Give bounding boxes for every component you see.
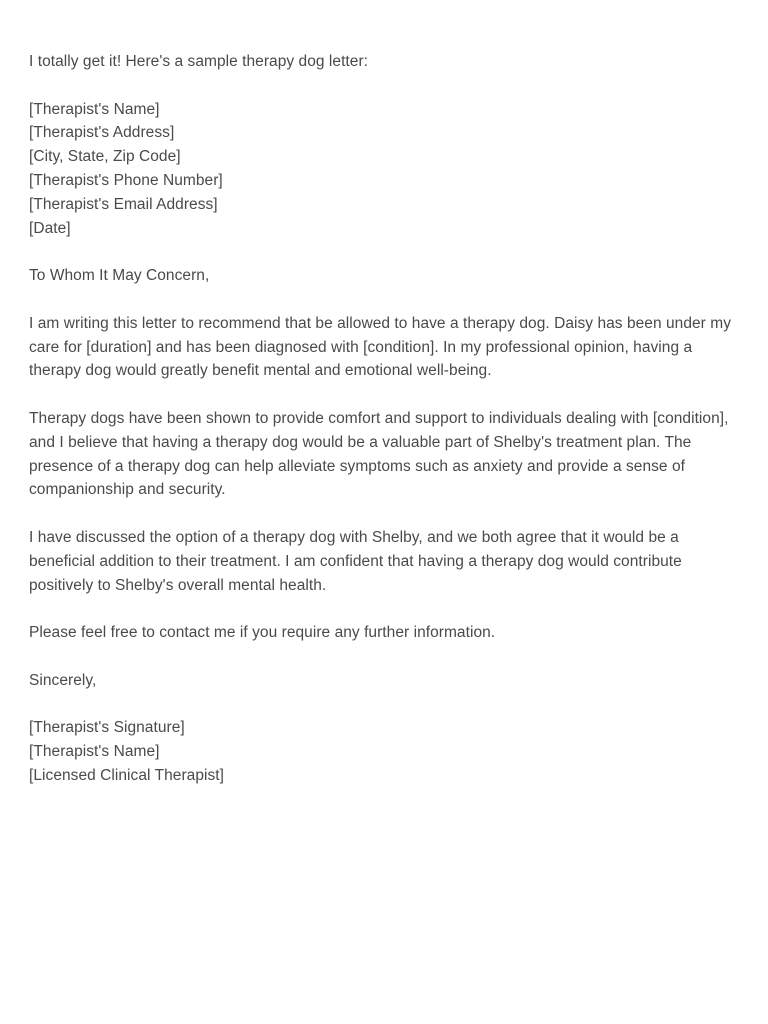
header-therapist-name: [Therapist's Name] <box>29 100 160 118</box>
letter-message <box>29 50 744 812</box>
signature-line: [Therapist's Signature] <box>29 719 185 737</box>
signature-block <box>29 716 744 787</box>
header-therapist-address: [Therapist's Address] <box>29 124 175 142</box>
header-city-state-zip: [City, State, Zip Code] <box>29 148 181 166</box>
header-email-address: [Therapist's Email Address] <box>29 195 218 213</box>
paragraph-contact: Please feel free to contact me if you require any further information. <box>29 624 496 642</box>
header-date: [Date] <box>29 219 71 237</box>
paragraph-recommendation: I am writing this letter to recommend that be allowed to have a therapy dog. Daisy has been under my care for [duration] and has been diagnosed with [condition]. In my professional opinion, having a therapy dog would greatly benefit mental and emotional well-being. <box>29 314 732 380</box>
salutation: To Whom It May Concern, <box>29 267 210 285</box>
intro-text: I totally get it! Here's a sample therapy dog letter: <box>29 53 369 70</box>
paragraph-agreement: I have discussed the option of a therapy dog with Shelby, and we both agree that it would be a beneficial addition to their treatment. I am confident that having a therapy dog would contribute positively to Shelby's overall mental health. <box>29 528 682 594</box>
letter-header <box>29 98 744 241</box>
signature-title: [Licensed Clinical Therapist] <box>29 766 225 784</box>
signature-name: [Therapist's Name] <box>29 743 160 761</box>
header-phone-number: [Therapist's Phone Number] <box>29 171 223 189</box>
paragraph-benefits: Therapy dogs have been shown to provide comfort and support to individuals dealing with [condition], and I believe that having a therapy dog would be a valuable part of Shelby's treatment plan. The presence of a therapy dog can help alleviate symptoms such as anxiety and provide a sense of companionship and security. <box>29 409 729 499</box>
closing: Sincerely, <box>29 671 97 689</box>
